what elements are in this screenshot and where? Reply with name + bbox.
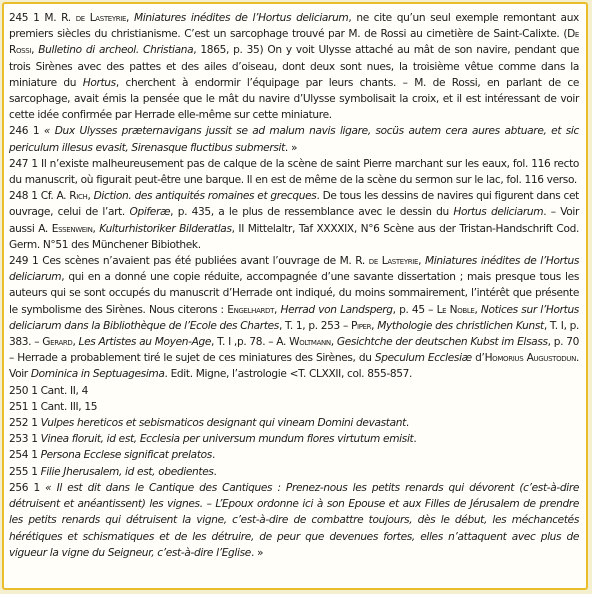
footnote-text: . » (250, 546, 264, 559)
footnote-251 (9, 399, 579, 415)
footnote-text: . Edit. Migne, l’astrologie <T. CLXXII, col. 855-857. (164, 368, 413, 381)
work-title: Miniatures inédites de l’Hortus deliciarum (133, 12, 349, 24)
work-title: Hortus (82, 76, 116, 89)
footnote-text: , ne cite qu’un seul exemple remontant aux premiers siècles du christianisme. C’est un sarcophage trouvé par M. de Rossi au cimetière de Saint-Calixte. ( (9, 12, 579, 41)
footnote-text: , (330, 336, 337, 349)
footnote-text: , T. I, p. 383. – (9, 319, 579, 349)
author-name: Le Noble (436, 303, 475, 316)
footnote-number: 256 1 (9, 481, 40, 494)
latin-quote: Filie Jherusalem, id est, obedientes (37, 465, 214, 478)
footnotes-page (9, 10, 579, 561)
footnote-254 (9, 447, 579, 463)
author-name: Homorius Augustodun (484, 352, 576, 365)
footnote-text: , T. 1, p. 253 – (278, 319, 351, 332)
footnote-text: , (274, 303, 281, 316)
footnote-249 (9, 253, 579, 383)
footnote-text: , 1865, p. 35) On y voit Ulysse attaché au mât de son navire, pendant que trois Sirènes avec des pattes et des ailes d’oiseau, dont deux sont nues, la troisième vêtue comme dans la miniature du (9, 44, 579, 89)
footnote-text: d’ (471, 352, 485, 365)
footnote-246 (9, 123, 579, 155)
author-name: De Rossi (9, 28, 579, 57)
footnote-text: , (31, 44, 39, 57)
footnote-text: Il n’existe malheureusement pas de calque de la scène de saint Pierre marchant sur les eaux, fol. 116 recto du manuscrit, où figurait peut-être une barque. Il en est de même de la scène du sermon sur le lac, fol. 116 verso. (9, 157, 580, 187)
work-title: Kulturhistoriker Bilderatlas (99, 222, 232, 235)
footnote-number: 253 1 (9, 433, 38, 446)
work-title: Miniatures inédites de l’Hortus deliciarum (9, 255, 579, 284)
footnote-text: Cant. II, 4 (37, 384, 88, 397)
author-name: Piper (350, 319, 372, 332)
footnote-245 (9, 10, 579, 123)
footnote-number: 252 1 (9, 417, 38, 430)
footnote-247 (9, 156, 579, 188)
author-name: Rich (69, 190, 88, 203)
footnote-text: . (213, 465, 217, 478)
work-title: Diction. des antiquités romaines et grecques (93, 190, 317, 203)
footnote-text: . (211, 449, 215, 462)
footnote-text: . Voir (9, 352, 579, 381)
author-name: de Lasteyrie (75, 12, 127, 24)
footnote-text: Cf. A. (37, 190, 70, 203)
latin-quote: « Dux Ulysses præternavigans jussit se ad malum navis ligare, socüs autem cera aures abtuare, et sic periculum illesus evasit, Sirenasque fluctibus submersit (9, 125, 580, 154)
footnote-text: Cant. III, 15 (37, 400, 98, 413)
footnote-text: , p. 435, a le plus de ressemblance avec le dessin du (170, 206, 454, 219)
footnote-number: 248 1 (9, 190, 38, 203)
footnote-text: , (126, 12, 134, 24)
footnote-number: 251 1 (9, 400, 38, 413)
footnote-text: , (371, 319, 378, 332)
work-title: Herrad von Landsperg (280, 303, 393, 316)
footnote-number: 255 1 (9, 465, 38, 478)
footnote-text: , (87, 190, 94, 203)
author-name: Woltmann (289, 336, 331, 349)
work-title: Bulletino di archeol. Christiana (38, 44, 194, 57)
work-title: Dominica in Septuagesima (30, 368, 165, 381)
footnote-number: 250 1 (9, 384, 38, 397)
footnote-text: . (405, 417, 409, 430)
footnote-text: , (92, 222, 100, 235)
footnote-text: , (474, 303, 481, 316)
work-title: Les Artistes au Moyen-Age (78, 336, 212, 349)
footnote-number: 246 1 (9, 125, 40, 138)
work-title: Gesichtche der deutschen Kubst im Elsass (336, 336, 548, 349)
french-quote: « Il est dit dans le Cantique des Cantiques : Prenez-nous les petits renards qui dévorent (c’est-à-dire détruisent et anéantissent) les vignes. – L’Epoux ordonne ici à son Epouse et aux Filles de Jérusalem de prendre les petits renards qui détruisent la vigne, c’est-à-dire de combattre toujours, dès le début, les méchancetés hérétiques et schismatiques et de les détruire, de peur que devenues fortes, elles n’attaquent avec plus de vigueur la vigne du Seigneur, c’est-à-dire l’Eglise (9, 481, 580, 559)
work-title: Opiferæ (129, 206, 171, 219)
footnote-252 (9, 415, 579, 431)
footnote-text: M. R. (39, 12, 76, 24)
latin-quote: Persona Ecclese significat prelatos (37, 449, 212, 462)
footnote-256 (9, 480, 579, 561)
footnote-text: , T. I ,p. 78. – A. (211, 336, 290, 349)
footnote-text: , II Mittelaltr, Taf XXXXIX, N°6 Scène aus der Tristan-Handschrift Cod. Germ. N°51 des Münchener Bibiothek. (9, 222, 579, 251)
author-name: Engelhardt (227, 303, 274, 316)
footnote-250 (9, 383, 579, 399)
latin-quote: Vulpes hereticos et sebismaticos designant qui vineam Domini devastant (37, 417, 406, 430)
footnote-number: 249 1 (9, 255, 39, 268)
footnote-text: . » (284, 141, 298, 154)
footnote-text: , qui en a donné une copie réduite, accompagnée d’une savante dissertation ; mais presque tous les auteurs qui se sont occupés du manuscrit d’Herrade ont indiqué, du moins sommairement, l’intérêt que présente le symbolisme des Sirènes. Nous citerons : (9, 271, 579, 316)
work-title: Speculum Ecclesiæ (374, 352, 472, 365)
work-title: Hortus deliciarum (453, 206, 544, 219)
footnote-number: 247 1 (9, 157, 38, 170)
footnote-text: . De tous les dessins de navires qui figurent dans cet ouvrage, celui de l’art. (9, 190, 579, 219)
footnote-248 (9, 188, 579, 253)
footnote-number: 245 1 (9, 12, 40, 24)
footnote-253 (9, 431, 579, 447)
work-title: Mythologie des christlichen Kunst (377, 319, 544, 332)
footnote-text: . (413, 433, 417, 446)
work-title: Notices sur l’Hortus deliciarum dans la Bibliothèque de l’Ecole des Chartes (9, 303, 579, 332)
footnote-255 (9, 464, 579, 480)
footnote-text: . – Voir aussi A. (9, 206, 579, 235)
author-name: Essenwein (51, 222, 93, 235)
footnote-text: , (418, 255, 425, 268)
footnote-number: 254 1 (9, 449, 38, 462)
footnote-text: Ces scènes n’avaient pas été publiées avant l’ouvrage de M. R. (38, 255, 369, 268)
footnote-text: , (72, 336, 79, 349)
author-name: Gerard (42, 336, 73, 349)
footnote-text: , cherchent à endormir l’équipage par leurs chants. – M. de Rossi, en parlant de ce sarcophage, avait émis la pensée que le mât du navire d’Ulysse symbolisait la croix, et il est intéressant de voir cette idée confirmée par Herrade elle-même sur cette miniature. (9, 76, 579, 122)
footnote-text: , p. 45 – (392, 303, 437, 316)
author-name: de Lasteyrie (368, 255, 419, 268)
latin-quote: Vinea floruit, id est, Ecclesia per universum mundum flores virtutum emisit (37, 433, 414, 446)
footnote-text: , p. 70 – Herrade a probablement tiré le sujet de ces miniatures des Sirènes, du (9, 336, 579, 365)
